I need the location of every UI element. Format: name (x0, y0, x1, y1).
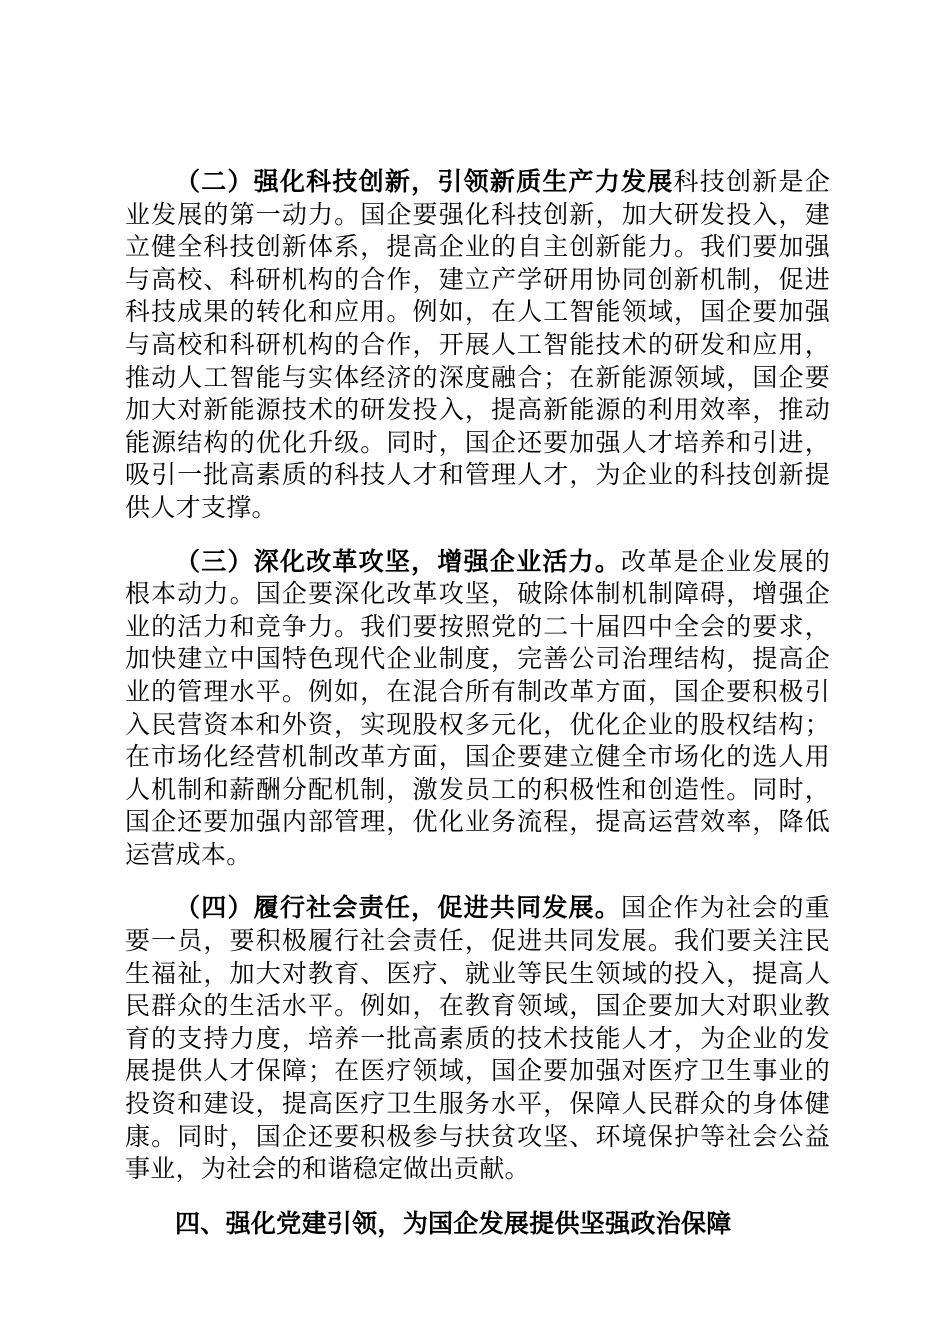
paragraph-body: 科技创新是企业发展的第一动力。国企要强化科技创新，加大研发投入，建立健全科技创新体系，提高企业的自主创新能力。我们要加强与高校、科研机构的合作，建立产学研用协同创新机制，促进科技成果的转化和应用。例如，在人工智能领域，国企要加强与高校和科研机构的合作，开展人工智能技术的研发和应用，推动人工智能与实体经济的深度融合；在新能源领域，国企要加大对新能源技术的研发投入，提高新能源的利用效率，推动能源结构的优化升级。同时，国企还要加强人才培养和引进，吸引一批高素质的科技人才和管理人才，为企业的科技创新提供人才支撑。 (125, 167, 831, 522)
paragraph-body: 改革是企业发展的根本动力。国企要深化改革攻坚，破除体制机制障碍，增强企业的活力和竞争力。我们要按照党的二十届四中全会的要求，加快建立中国特色现代企业制度，完善公司治理结构，提高企业的管理水平。例如，在混合所有制改革方面，国企要积极引入民营资本和外资，实现股权多元化，优化企业的股权结构；在市场化经营机制改革方面，国企要建立健全市场化的选人用人机制和薪酬分配机制，激发员工的积极性和创造性。同时，国企还要加强内部管理，优化业务流程，提高运营效率，降低运营成本。 (125, 546, 830, 869)
document-page (125, 166, 830, 1240)
paragraph-body: 国企作为社会的重要一员，要积极履行社会责任，促进共同发展。我们要关注民生福祉，加大对教育、医疗、就业等民生领域的投入，提高人民群众的生活水平。例如，在教育领域，国企要加大对职业教育的支持力度，培养一批高素质的技术技能人才，为企业的发展提供人才保障；在医疗领域，国企要加强对医疗卫生事业的投资和建设，提高医疗卫生服务水平，保障人民群众的身体健康。同时，国企还要积极参与扶贫攻坚、环境保护等社会公益事业，为社会的和谐稳定做出贡献。 (125, 893, 830, 1184)
paragraph-tech-innovation (125, 166, 830, 525)
paragraph-social-responsibility (125, 892, 830, 1185)
paragraph-lead: （三）深化改革攻坚，增强企业活力。 (175, 546, 622, 576)
paragraph-lead: （四）履行社会责任，促进共同发展。 (175, 893, 622, 923)
paragraph-lead: （二）强化科技创新，引领新质生产力发展 (175, 167, 674, 196)
section-heading: 四、强化党建引领，为国企发展提供坚强政治保障 (175, 1208, 732, 1238)
paragraph-reform (125, 546, 830, 872)
